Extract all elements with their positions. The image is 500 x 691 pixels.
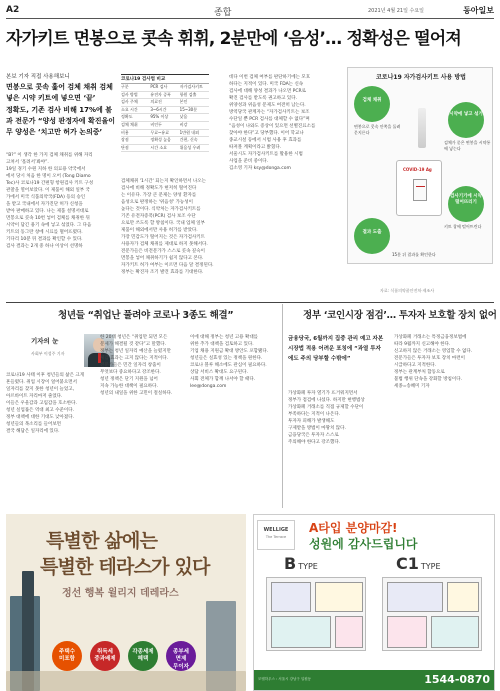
body-line: 청년 정책은 단기 지원을 넘어 xyxy=(100,377,158,382)
body-line: “B?” 이 생각 한 가지 검체 채취를 위해 자리 xyxy=(6,153,93,158)
floorplan-b xyxy=(266,577,366,651)
type-b-letter: B xyxy=(284,554,297,573)
body-line: 가장 민감도가 떨어지는 것은 자가검사키트 xyxy=(121,235,205,240)
ad-headline-1: A타입 분양마감! xyxy=(309,521,398,535)
body-line: 자가키트 허가 여부는 이르면 다음 달 결정된다. xyxy=(121,263,214,268)
test-kit-icon xyxy=(396,160,442,216)
body-line: 확진 검사를 받도록 권고하고 있다. xyxy=(229,96,298,101)
kit-usage-infographic xyxy=(347,67,493,264)
body-line: 검사에 비해 정확도가 현저히 떨어진다 xyxy=(121,186,197,191)
body-line: 가상화폐 투자 열기가 뜨거워지면서 xyxy=(288,391,358,396)
page-number: A2 xyxy=(6,5,20,15)
main-headline: 자가키트 면봉으로 콧속 휘휘, 2분만에 ‘음성’… 정확성은 떨어져 xyxy=(6,29,461,49)
main-byline: 본보 기자 직접 사용해보니 xyxy=(6,74,70,80)
main-body-col1 xyxy=(6,152,100,250)
body-line: 사업을 준비 중이다. xyxy=(229,159,269,164)
column-body-b xyxy=(100,334,184,397)
body-line: 시급하다고 지적한다. xyxy=(394,363,436,368)
body-line: 검사에 대해 양성 결과가 나오면 PCR로 xyxy=(229,89,306,94)
body-line: 방역당국 관계자는 “자가검사키트는 보조 xyxy=(229,110,310,115)
table-cell: 1만원 내외 xyxy=(179,129,199,135)
article3-body-a xyxy=(288,390,386,446)
table-row xyxy=(121,99,209,107)
body-line: 청년 실업률은 역대 최고 수준이다. xyxy=(6,408,75,413)
body-line: 기업 채용 지원금 확대 방안도 포함됐다. xyxy=(190,349,269,354)
ad-welligee-right[interactable] xyxy=(253,514,495,691)
body-line: 무엇보다 중요하다고 강조한다. xyxy=(100,370,161,375)
body-line: 는 이유다. 가장 큰 문제는 양성 환자를 xyxy=(121,193,197,198)
phone-number[interactable]: 1544-0870 xyxy=(424,673,490,686)
table-row xyxy=(121,114,209,122)
body-line: 흔들렸다. 취업 시장이 얼어붙으면서 xyxy=(6,380,77,385)
body-line: 세종=송혜미 기자 xyxy=(394,384,430,389)
body-line: 수단일 뿐 PCR 검사를 대체할 수 없다”며 xyxy=(229,117,310,122)
section-label: 종합 xyxy=(214,8,232,18)
table-cell: 유전자 증폭 xyxy=(150,91,171,97)
paper-logo: 동아일보 xyxy=(463,5,494,15)
body-line: 찾아야 한다”고 당부했다. 이어 학교나 xyxy=(229,131,304,136)
body-line: 가에서 미국 식품의약국(FDA) 등의 승인 xyxy=(6,195,86,200)
body-line: 체감 효과는 크지 않다는 지적이다. xyxy=(100,356,169,361)
ad-line-3: 정선 행복 윌리지 데레라스 xyxy=(62,588,179,599)
body-line: 정부는 관계부처 합동으로 xyxy=(394,370,445,375)
body-line: 따져볼 계획이라고 밝혔다. xyxy=(229,145,282,150)
issue-date: 2021년 4월 21일 수요일 xyxy=(368,8,425,14)
type-word: TYPE xyxy=(298,562,318,571)
ad-line-1: 특별한 삶에는 xyxy=(46,530,158,552)
body-line: lee@donga.com xyxy=(190,384,227,389)
body-line: 코로나19 사태 이후 청년들의 삶은 크게 xyxy=(6,373,85,378)
body-line: 전문가들은 민간 일자리 창출이 xyxy=(100,363,161,368)
main-subhead-1: 면봉으로 콧속 훑어 검체 채취 검체 넣은 시약 키트에 넣으면 ‘끝’ xyxy=(6,83,113,102)
step2-circle xyxy=(448,102,484,138)
body-line: 으로만 쓰도록 할 방침이다. 국내 업체 일부 xyxy=(121,221,205,226)
infographic-credit: 자료: 식품의약품안전처·제조사 xyxy=(380,288,435,293)
step2-label: 시약에 넣고 섞기 xyxy=(449,112,483,117)
article3-headline: 정부 ‘코인시장 점검’… 투자자 보호할 장치 없어 xyxy=(303,310,497,321)
step1-circle xyxy=(354,86,390,122)
column-headline: 청년들 “취업난 풀려야 코로나 3종도 해결” xyxy=(58,310,234,321)
body-line: 19일 경기 수원 지하 한 의료용 약국에서 xyxy=(6,167,86,172)
body-line: 기다리 10분 뒤 결과를 확인할 수 있다. xyxy=(6,237,83,242)
table-cell: 장점 xyxy=(121,137,129,143)
table-cell: 단점 xyxy=(121,144,129,150)
ad-badge-2: 취득세 중과배제 xyxy=(90,641,120,671)
column-body-a xyxy=(6,372,88,435)
column-body-c xyxy=(190,334,278,390)
body-line: 이에 대해 정부는 청년 고용 확대를 xyxy=(190,335,259,340)
ad-badge-1: 주택수 미포함 xyxy=(52,641,82,671)
body-line: 금융당국은 투자자 스스로 xyxy=(288,433,339,438)
body-line: 하다는 지적이 있다. 미국 FDA는 신속 xyxy=(229,82,304,87)
column-divider xyxy=(282,304,283,508)
table-cell: 정확성 높음 xyxy=(150,137,171,143)
body-line: 부족하다는 지적이 나온다. xyxy=(288,412,341,417)
main-body-col3 xyxy=(229,74,339,172)
ground-illustration xyxy=(6,671,246,691)
table-cell: 비강 xyxy=(179,121,188,127)
body-line: 데다 이번 검체 여부를 판단하기에는 모호 xyxy=(229,75,311,80)
table-cell: 소요 시간 xyxy=(121,106,138,112)
type-c1-label xyxy=(396,554,441,573)
body-line: 아르바이트 자리마저 줄었다. xyxy=(6,394,63,399)
body-line: 면봉으로 콧속 10번 넣어 검체를 채취한 뒤 xyxy=(6,216,90,221)
body-line: 종교시설 등에서 시범 사용 후 효과를 xyxy=(229,138,302,143)
step1-label: 검체 채취 xyxy=(362,98,382,103)
body-line: 불법 행위 단속을 강화할 방침이다. xyxy=(394,377,463,382)
step3-label: 검사기기에 시약 떨어뜨리기 xyxy=(450,194,482,205)
body-line: 서울시도 자가검사키트를 활용한 시범 xyxy=(229,152,303,157)
body-line: 기존 유전자증폭(PCR) 검사 보조 수단 xyxy=(121,214,196,219)
step1-text: 면봉으로 콧속 안쪽을 돌려 문지른다 xyxy=(354,124,401,135)
table-cell: 검사 주체 xyxy=(121,99,138,105)
table-row xyxy=(121,122,209,130)
body-line: 지속 가능한 대책이 필요하다. xyxy=(100,384,158,389)
main-body-col2 xyxy=(121,178,215,276)
table-cell: 검체 채취 xyxy=(121,121,138,127)
body-line: 이들은 우울감과 고립감을 호소한다. xyxy=(6,401,77,406)
footer-text: 모델하우스 : 서울시 강남구 일원동 xyxy=(258,677,311,681)
logo-subtext: The Terrace xyxy=(265,535,287,539)
table-cell: 95% 이상 xyxy=(150,114,169,120)
body-line: 상담 서비스 확대도 요구된다. xyxy=(190,370,248,375)
body-line: 가상화폐 거래소는 특정금융정보법에 xyxy=(394,335,467,340)
body-line: 을 받고 국내에서 자가진단 허가 신청을 xyxy=(6,202,83,207)
comparison-table xyxy=(121,74,209,152)
ad-badge-3: 각종세제 혜택 xyxy=(128,641,158,671)
body-line: 사회 전체가 함께 나서야 할 때다. xyxy=(190,377,256,382)
body-line: 코로나 블루 해소에도 관심이 필요하다. xyxy=(190,363,267,368)
body-line: 위양성과 위음성 문제도 여전히 남는다. xyxy=(229,103,306,108)
table-cell: 본인 xyxy=(179,99,188,105)
section-divider xyxy=(6,302,494,303)
table-cell: 항원 검출 xyxy=(179,91,197,97)
ad-terrace-left[interactable] xyxy=(6,514,246,691)
column-label: 기자의 눈 xyxy=(31,337,59,345)
step2-text: 검체가 묻은 면봉을 시약통에 넣는다 xyxy=(444,140,491,151)
step3-text: 키트 창에 떨어뜨린다 xyxy=(444,224,482,229)
kit-window-icon xyxy=(413,179,427,201)
table-cell: 비인두 xyxy=(150,121,162,127)
body-line: “음성이 나와도 증상이 있으면 선별진료소를 xyxy=(229,124,316,129)
wellige-logo xyxy=(257,520,295,550)
body-line: 시약이 담긴 용기 속에 넣고 섞었다. 그 다음 xyxy=(6,223,92,228)
body-line: Tec)사 코로나19 간편형 항원검사 키트 구성 xyxy=(6,181,94,186)
article3-body-b xyxy=(394,334,494,390)
body-line: 정부는 확진자 조기 발견 효과를 기대한다. xyxy=(121,270,204,275)
table-row xyxy=(121,92,209,100)
table-cell: 검사 방법 xyxy=(121,91,138,97)
body-line: 키트의 동그란 창에 시료를 떨어뜨렸다. xyxy=(6,230,83,235)
table-cell: PCR 검사 xyxy=(150,84,168,89)
body-line: 따라 9월까지 신고해야 한다. xyxy=(394,342,451,347)
table-cell: 의료진 xyxy=(150,99,162,105)
article3-subhead: 금융당국, 6월까지 집중 관리 예고 자본시장법 적용 어려운 포칭에 “과열 투자에도 주의 당부할 수밖에” xyxy=(288,336,384,362)
body-line: 음성으로 판정하는 '위음성' 가능성이 xyxy=(121,200,193,205)
table-cell: 정확도 xyxy=(121,114,133,120)
body-line: 정부 대책에 대한 기대도 낮아졌다. xyxy=(6,415,75,420)
step4-circle xyxy=(354,218,390,254)
floorplan-c1 xyxy=(382,577,482,651)
body-line: 문제가 해결될 것 같다”고 말했다. xyxy=(100,342,166,347)
body-line: 받아 판매하고 있다. 나는 제품 설명서대로 xyxy=(6,209,89,214)
body-line: 투자자 피해가 발생해도 xyxy=(288,419,335,424)
body-line: 면봉을 넣어 채취하기가 쉽지 않다고 본다. xyxy=(121,256,204,261)
table-cell: 위음성 우려 xyxy=(179,144,201,150)
table-cell: 비용 xyxy=(121,129,129,135)
ad-headline-2: 성원에 감사드립니다 xyxy=(309,537,418,551)
body-line: 신고하지 않은 거래소는 영업할 수 없다. xyxy=(394,349,473,354)
body-line: 청년의 내일을 위한 고민이 절실하다. xyxy=(100,391,173,396)
table-row xyxy=(121,145,209,153)
table-cell: 자가검사키트 xyxy=(179,84,203,89)
table-row xyxy=(121,137,209,145)
type-word: TYPE xyxy=(420,562,441,571)
table-title: 코로나19 검사법 비교 xyxy=(121,75,209,84)
column-reporter: 사회부 이성주 기자 xyxy=(31,351,65,356)
ad-badge-4: 종부세 면제 무이자 xyxy=(166,641,196,671)
table-cell: 15~30분 xyxy=(179,106,198,112)
page-header xyxy=(6,5,494,19)
table-row xyxy=(121,130,209,138)
table-header-row xyxy=(121,84,209,92)
body-line: 주의해야 한다고 강조했다. xyxy=(288,440,341,445)
table-cell: 구분 xyxy=(121,84,129,89)
table-cell: 3~6시간 xyxy=(150,106,167,112)
body-line: 검사 결과는 2개 중 하나 이상이 선명하 xyxy=(6,244,83,249)
body-line: 가상화폐 거래소를 직접 규제할 수단이 xyxy=(288,405,364,410)
main-subhead-2: 정확도, 기존 검사 비해 17%에 불과 전문가 “양성 판정자에 확진율이 무 양성은 ‘치고만 허가 논의중’ xyxy=(6,106,116,136)
body-line: 사용자가 검체 채취를 제대로 하지 못해서다. xyxy=(121,242,208,247)
type-c1-letter: C1 xyxy=(396,554,419,573)
body-line: 한 20대 청년은 “취업만 되면 모든 xyxy=(100,335,168,340)
body-line: 에서 당시 처음 한 명이 오어 (Tong Diamo xyxy=(6,174,91,179)
body-line: 전문가들은 투자자 보호 장치 마련이 xyxy=(394,356,465,361)
kit-label: COVID-19 Ag xyxy=(403,167,432,172)
type-b-label xyxy=(284,554,318,573)
body-line: 일자리를 찾지 못한 청년이 늘었고, xyxy=(6,387,75,392)
body-line: 제품이 해외에서만 사용 허가를 받았다. xyxy=(121,228,198,233)
ad-footer-bar xyxy=(254,670,495,690)
body-line: 구제받을 방법이 마땅치 않다. xyxy=(288,426,346,431)
body-line: 청년들의 목소리를 들어보면 xyxy=(6,422,62,427)
step4-text: 15분 뒤 결과를 확인한다 xyxy=(392,252,436,257)
body-line: 고쳐서 ‘흘려서’봐야”. xyxy=(6,160,49,165)
body-line: 전문가들은 비전문가가 스스로 콧속 깊숙이 xyxy=(121,249,205,254)
step4-label: 결과 도출 xyxy=(362,230,382,235)
body-line: 위한 추가 대책을 검토하고 있다. xyxy=(190,342,254,347)
reagent-tube-icon xyxy=(418,108,426,148)
ad-line-2: 특별한 테라스가 있다 xyxy=(40,556,210,578)
infographic-title: 코로나19 자가검사키트 사용 방법 xyxy=(376,74,466,81)
body-line: 높다는 것이다. 식약처는 자가검사키트를 xyxy=(121,207,201,212)
logo-text: WELLIGE xyxy=(263,527,289,533)
table-cell: 무료~유료 xyxy=(150,129,170,135)
table-row xyxy=(121,107,209,115)
body-line: 청년들은 실효성 있는 정책을 원한다. xyxy=(190,356,263,361)
body-line: 정부가 점검에 나섰다. 하지만 현행법상 xyxy=(288,398,365,403)
body-line: 검체채취 '1시간' 되는지 확인하면서 나오는 xyxy=(121,179,206,184)
body-line: 결국 해답은 일자리에 있다. xyxy=(6,429,60,434)
table-cell: 시간 소요 xyxy=(150,144,168,150)
body-line: 정부는 청년 일자리 예산을 늘렸지만 xyxy=(100,349,171,354)
body-line: 관찰을 열어보았다. 이 제품이 해외 일부 국 xyxy=(6,188,90,193)
body-line: 김소영 기자 ksy@donga.com xyxy=(229,166,291,171)
table-cell: 낮음 xyxy=(179,114,188,120)
table-cell: 간편, 신속 xyxy=(179,137,198,143)
